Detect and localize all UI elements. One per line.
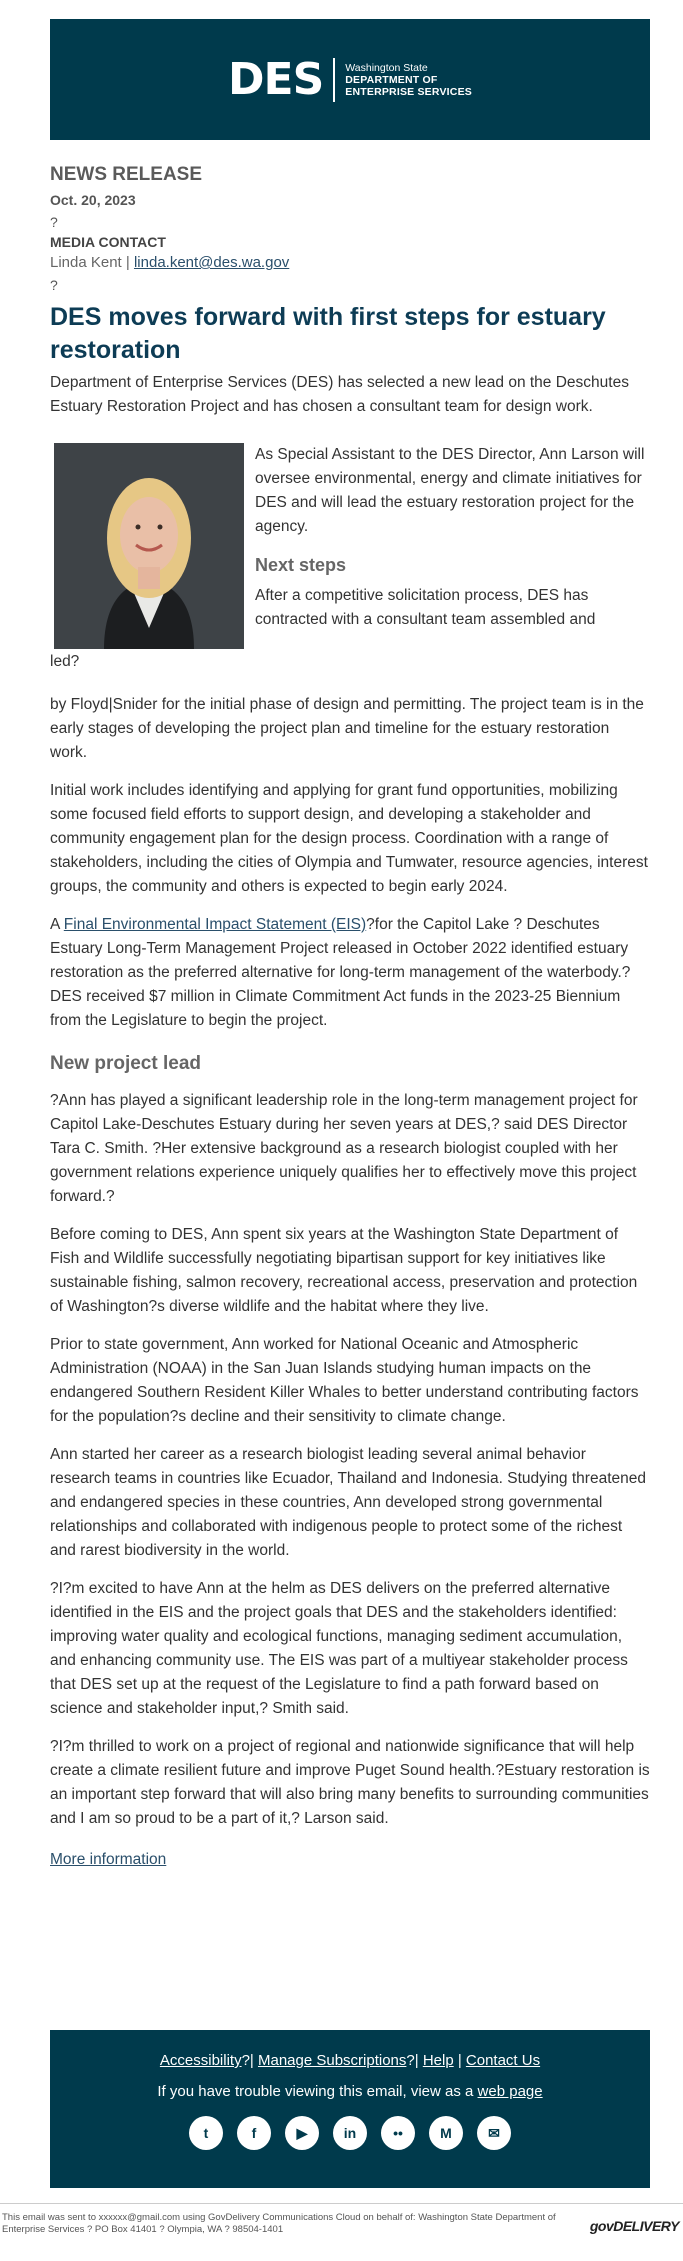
paragraph-wdfw: Before coming to DES, Ann spent six years at the Washington State Department of Fish and Wildlife successfully negotiating bipartisan support for key initiatives like sustainable fishing, salmon recovery, recreational access, preservation and protection of Washington?s diverse wildlife and the habitat where they live. [50, 1226, 638, 1315]
side-column [255, 443, 650, 632]
footer-separator: ?| [241, 2052, 258, 2069]
intro-paragraph: Department of Enterprise Services (DES) has selected a new lead on the Deschutes Estuary Restoration Project and has chosen a consultant team for design work. [50, 374, 629, 415]
logo-line-3: ENTERPRISE SERVICES [345, 85, 472, 98]
logo-line-2: DEPARTMENT OF [345, 73, 438, 86]
manage-subscriptions-link[interactable]: Manage Subscriptions [257, 2052, 407, 2069]
view-text: If you have trouble viewing this email, view as a [157, 2083, 478, 2100]
contact-us-link[interactable]: Contact Us [465, 2052, 541, 2069]
facebook-icon[interactable]: f [237, 2116, 271, 2150]
ann-larson-photo [54, 443, 244, 649]
linkedin-icon[interactable]: in [333, 2116, 367, 2150]
youtube-icon[interactable]: ▶ [285, 2116, 319, 2150]
headline: DES moves forward with first steps for estuary restoration [50, 303, 606, 364]
paragraph-floyd-snider: by Floyd|Snider for the initial phase of design and permitting. The project team is in the early stages of developing the project plan and timeline for the estuary restoration work. [50, 696, 644, 761]
more-information [50, 1851, 650, 1869]
contact-email-link[interactable]: linda.kent@des.wa.gov [133, 254, 290, 271]
logo-text [335, 62, 472, 98]
next-steps-paragraph: After a competitive solicitation process, DES has contracted with a consultant team assembled and [255, 587, 596, 628]
p3-rest: ?for the Capitol Lake ? Deschutes Estuary Long-Term Management Project released in October 2022 identified estuary restoration as the preferred alternative for long-term management of the waterbody.?DES received $7 million in Climate Commitment Act funds in the 2023-25 Biennium from the Legislature to begin the project. [50, 916, 631, 1029]
release-date: Oct. 20, 2023 [50, 192, 136, 208]
medium-icon[interactable]: M [429, 2116, 463, 2150]
media-contact [50, 254, 650, 271]
paragraph-eis [50, 913, 650, 1033]
p3-prefix: A [50, 916, 64, 933]
footer-links [50, 2052, 650, 2069]
media-contact-label: MEDIA CONTACT [50, 234, 166, 250]
next-steps-heading: Next steps [255, 555, 347, 575]
paragraph-smith-eis: ?I?m excited to have Ann at the helm as DES delivers on the preferred alternative identified in the EIS and the project goals that DES and the stakeholders identified: improving water quality and ecological functions, managing sediment accumulation, and enhancing community use. The EIS was part of a multiyear stakeholder process that DES set up at the request of the Legislature to find a path forward based on science and stakeholder input,? Smith said. [50, 1580, 628, 1717]
footer-separator: ?| [406, 2052, 423, 2069]
paragraph-larson-quote: ?I?m thrilled to work on a project of regional and nationwide significance that will help create a climate resilient future and improve Puget Sound health.?Estuary restoration is an important step forward that will also bring many benefits to surrounding communities and I am so proud to be a part of it,? Larson said. [50, 1738, 650, 1827]
view-as-web-page [50, 2083, 650, 2100]
help-link[interactable]: Help [422, 2052, 454, 2069]
paragraph-initial-work: Initial work includes identifying and applying for grant fund opportunities, mobilizing some focused field efforts to support design, and developing a stakeholder and community engagement plan for the design process. Coordination with a range of stakeholders, including the cities of Olympia and Tumwater, resource agencies, interest groups, the community and others is expected to begin early 2024. [50, 782, 648, 895]
more-information-link[interactable]: More information [50, 1851, 167, 1868]
email-container [50, 19, 650, 1869]
social-icons [50, 2116, 650, 2150]
placeholder-char: ? [50, 277, 58, 293]
govdelivery-logo[interactable]: govDELIVERY [589, 2218, 679, 2234]
footer-separator: | [453, 2052, 466, 2069]
eis-link[interactable]: Final Environmental Impact Statement (EIS) [63, 916, 367, 933]
ann-larson-paragraph: As Special Assistant to the DES Director, Ann Larson will oversee environmental, energy and climate initiatives for DES and will lead the estuary restoration project for the agency. [255, 446, 645, 535]
led-fragment: led? [50, 653, 80, 670]
header-banner [50, 19, 650, 140]
twitter-icon[interactable]: t [189, 2116, 223, 2150]
contact-name: Linda Kent | [50, 254, 134, 271]
footer-banner [50, 2030, 650, 2188]
accessibility-link[interactable]: Accessibility [159, 2052, 242, 2069]
logo-mark: DES [228, 58, 335, 102]
new-project-lead-heading: New project lead [50, 1053, 201, 1074]
logo-line-1: Washington State [345, 61, 428, 74]
flickr-icon[interactable]: •• [381, 2116, 415, 2150]
des-logo[interactable] [227, 53, 472, 105]
govdelivery-notice: This email was sent to xxxxxx@gmail.com using GovDelivery Communications Cloud on behalf of: Washington State Department of Enterprise Services ? PO Box 41401 ? Olympia, WA ? 98504-1401 [2, 2212, 556, 2235]
paragraph-smith-quote: ?Ann has played a significant leadership role in the long-term management project for Capitol Lake-Deschutes Estuary during her seven years at DES,? said DES Director Tara C. Smith. ?Her extensive background as a research biologist coupled with her government relations experience uniquely qualifies her to effectively move this project forward.? [50, 1092, 638, 1205]
placeholder-char: ? [50, 214, 58, 230]
news-release-label: NEWS RELEASE [50, 164, 203, 185]
paragraph-career: Ann started her career as a research biologist leading several animal behavior research teams in countries like Ecuador, Thailand and Indonesia. Studying threatened and endangered species in these countries, Ann developed strong governmental relationships and collaborated with indigenous people to protect some of the richest and rarest biodiversity in the world. [50, 1446, 646, 1559]
web-page-link[interactable]: web page [477, 2083, 543, 2100]
portrait-image [54, 443, 244, 649]
media-block [50, 443, 650, 670]
govdelivery-footer [0, 2203, 683, 2236]
paragraph-noaa: Prior to state government, Ann worked for National Oceanic and Atmospheric Administration (NOAA) in the San Juan Islands studying human impacts on the endangered Southern Resident Killer Whales to better understand contributing factors for the population?s decline and their sensitivity to climate change. [50, 1336, 639, 1425]
article-body [50, 164, 650, 1869]
email-icon[interactable]: ✉ [477, 2116, 511, 2150]
